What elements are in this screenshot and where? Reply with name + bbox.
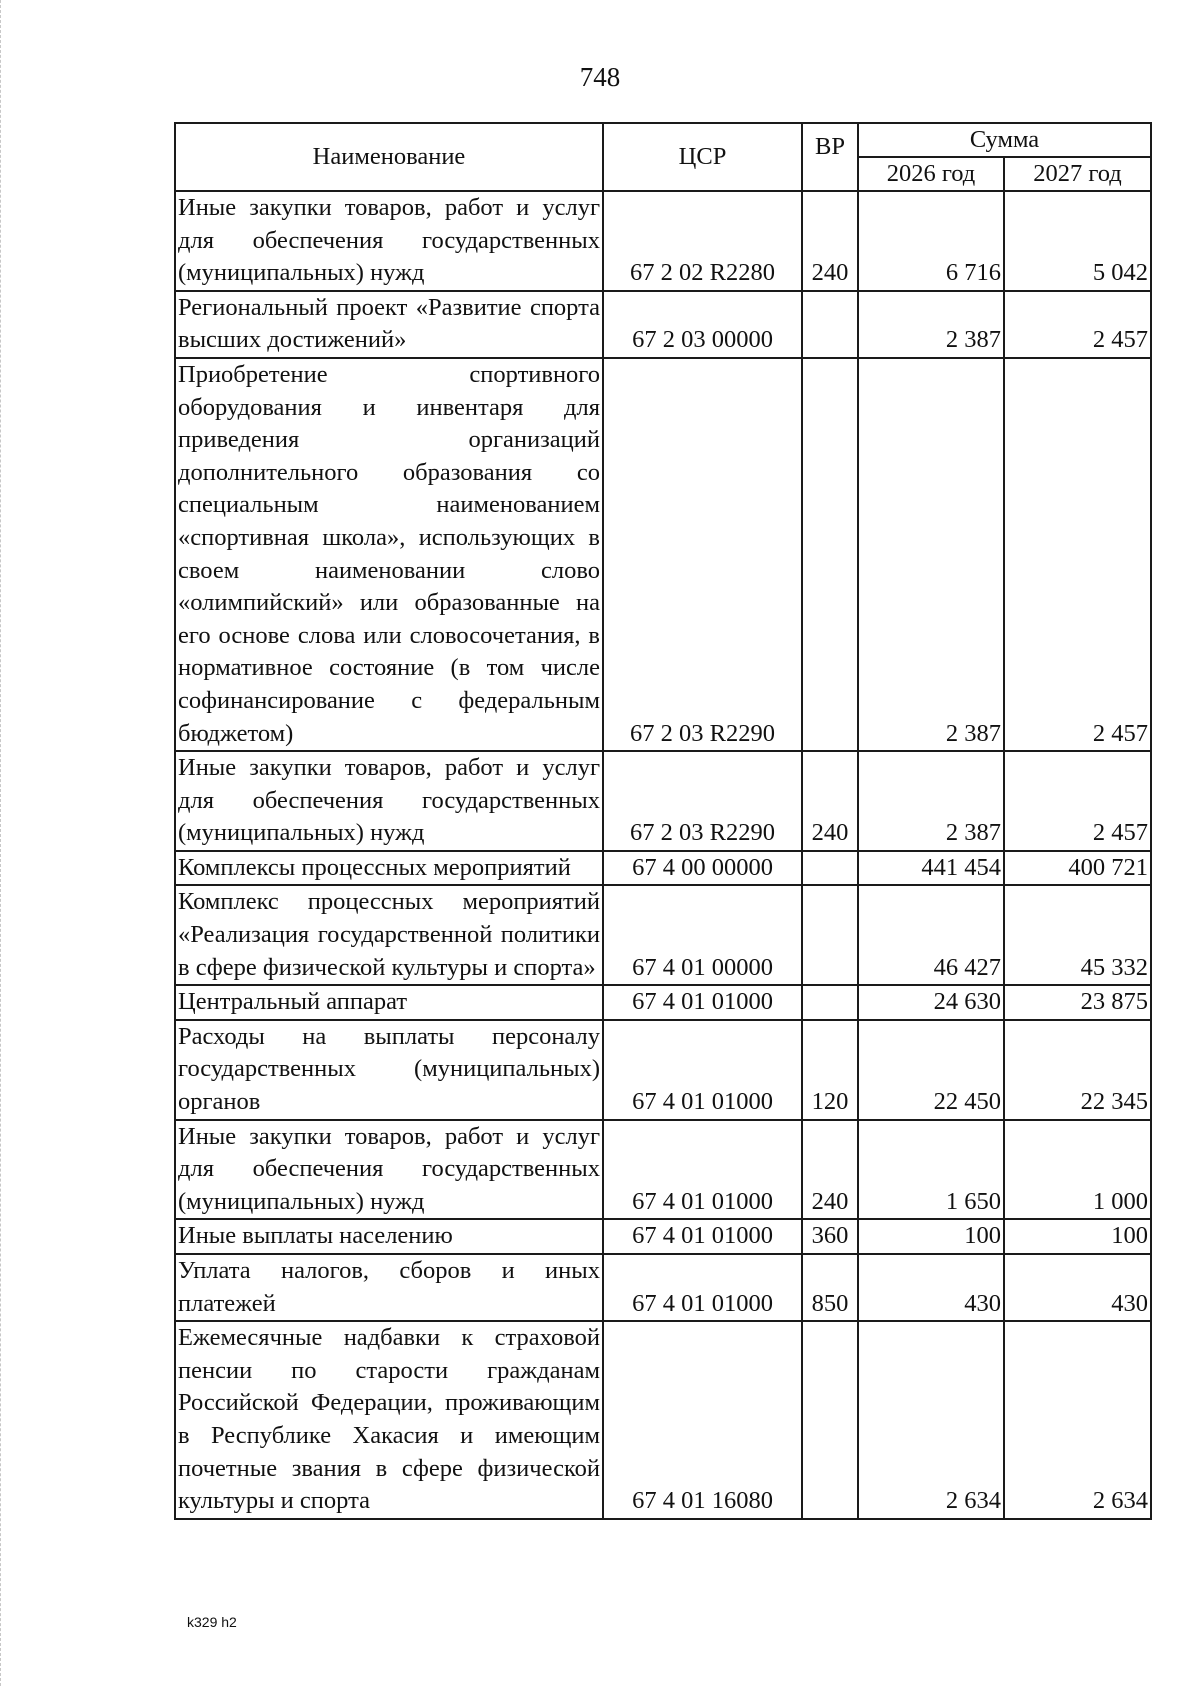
header-name: Наименование (175, 123, 603, 191)
row-name: Региональный проект «Развитие спорта высших достижений» (175, 291, 603, 358)
row-name: Иные выплаты населению (175, 1219, 603, 1254)
row-vr: 240 (802, 1120, 858, 1220)
row-vr (802, 985, 858, 1020)
table-row (175, 885, 1151, 985)
table-row (175, 191, 1151, 291)
row-sum-2026: 6 716 (858, 191, 1004, 291)
row-sum-2027: 430 (1004, 1254, 1151, 1321)
row-sum-2026: 2 387 (858, 751, 1004, 851)
row-name: Иные закупки товаров, работ и услуг для обеспечения государственных (муниципальных) нужд (175, 191, 603, 291)
row-vr: 120 (802, 1020, 858, 1120)
row-sum-2027: 22 345 (1004, 1020, 1151, 1120)
row-vr (802, 291, 858, 358)
table-row (175, 1254, 1151, 1321)
table-row (175, 985, 1151, 1020)
header-year-2026: 2026 год (858, 157, 1004, 191)
row-csr: 67 4 01 01000 (603, 1219, 802, 1254)
table-row (175, 358, 1151, 751)
table-row (175, 851, 1151, 886)
row-sum-2026: 100 (858, 1219, 1004, 1254)
row-csr: 67 2 03 00000 (603, 291, 802, 358)
row-sum-2026: 24 630 (858, 985, 1004, 1020)
table-row (175, 1020, 1151, 1120)
row-sum-2026: 22 450 (858, 1020, 1004, 1120)
row-csr: 67 4 01 01000 (603, 1020, 802, 1120)
row-sum-2026: 441 454 (858, 851, 1004, 886)
row-vr (802, 1321, 858, 1519)
row-sum-2026: 2 387 (858, 291, 1004, 358)
header-vr: ВР (802, 123, 858, 191)
header-year-2027: 2027 год (1004, 157, 1151, 191)
table-row (175, 1321, 1151, 1519)
row-csr: 67 4 00 00000 (603, 851, 802, 886)
row-csr: 67 4 01 01000 (603, 985, 802, 1020)
row-name: Ежемесячные надбавки к страховой пенсии по старости гражданам Российской Федерации, проживающим в Республике Хакасия и имеющим почетные звания в сфере физической культуры и спорта (175, 1321, 603, 1519)
row-sum-2027: 5 042 (1004, 191, 1151, 291)
row-sum-2026: 1 650 (858, 1120, 1004, 1220)
row-name: Уплата налогов, сборов и иных платежей (175, 1254, 603, 1321)
row-vr: 240 (802, 751, 858, 851)
footer-code: k329 h2 (187, 1614, 237, 1630)
row-sum-2026: 2 634 (858, 1321, 1004, 1519)
row-sum-2026: 430 (858, 1254, 1004, 1321)
row-sum-2027: 23 875 (1004, 985, 1151, 1020)
row-csr: 67 2 02 R2280 (603, 191, 802, 291)
row-sum-2027: 400 721 (1004, 851, 1151, 886)
row-csr: 67 4 01 01000 (603, 1120, 802, 1220)
row-csr: 67 4 01 00000 (603, 885, 802, 985)
row-vr: 850 (802, 1254, 858, 1321)
row-vr: 360 (802, 1219, 858, 1254)
row-vr: 240 (802, 191, 858, 291)
table-row (175, 1120, 1151, 1220)
row-vr (802, 358, 858, 751)
row-sum-2026: 2 387 (858, 358, 1004, 751)
row-sum-2027: 45 332 (1004, 885, 1151, 985)
scan-edge (0, 0, 7, 1686)
row-sum-2027: 1 000 (1004, 1120, 1151, 1220)
row-name: Комплексы процессных мероприятий (175, 851, 603, 886)
table-row (175, 1219, 1151, 1254)
table-row (175, 291, 1151, 358)
row-name: Расходы на выплаты персоналу государственных (муниципальных) органов (175, 1020, 603, 1120)
row-name: Центральный аппарат (175, 985, 603, 1020)
row-sum-2027: 2 457 (1004, 358, 1151, 751)
table-row (175, 751, 1151, 851)
header-csr: ЦСР (603, 123, 802, 191)
row-sum-2027: 2 634 (1004, 1321, 1151, 1519)
row-sum-2027: 2 457 (1004, 291, 1151, 358)
row-csr: 67 4 01 01000 (603, 1254, 802, 1321)
header-sum: Сумма (858, 123, 1151, 157)
page-number: 748 (579, 62, 621, 92)
row-vr (802, 851, 858, 886)
row-name: Приобретение спортивного оборудования и инвентаря для приведения организаций дополнительного образования со специальным наименованием «спортивная школа», использующих в своем наименовании слово «олимпийский» или образованные на его основе слова или словосочетания, в нормативное состояние (в том числе софинансирование с федеральным бюджетом) (175, 358, 603, 751)
row-name: Комплекс процессных мероприятий «Реализация государственной политики в сфере физической культуры и спорта» (175, 885, 603, 985)
row-sum-2027: 2 457 (1004, 751, 1151, 851)
row-name: Иные закупки товаров, работ и услуг для обеспечения государственных (муниципальных) нужд (175, 751, 603, 851)
budget-table (174, 122, 1152, 1520)
row-csr: 67 2 03 R2290 (603, 751, 802, 851)
row-csr: 67 4 01 16080 (603, 1321, 802, 1519)
row-name: Иные закупки товаров, работ и услуг для обеспечения государственных (муниципальных) нужд (175, 1120, 603, 1220)
row-sum-2027: 100 (1004, 1219, 1151, 1254)
row-sum-2026: 46 427 (858, 885, 1004, 985)
row-csr: 67 2 03 R2290 (603, 358, 802, 751)
row-vr (802, 885, 858, 985)
